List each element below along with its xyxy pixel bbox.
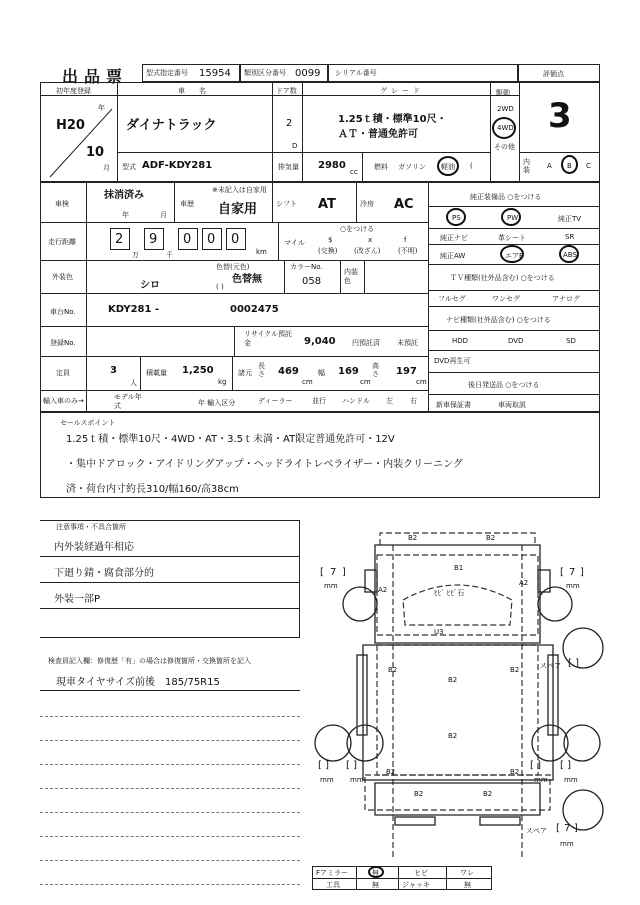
interior-c[interactable]: C bbox=[586, 162, 591, 170]
note-line: 下廻り錆・腐食部分的 bbox=[54, 568, 154, 579]
drive-label: 駆動 bbox=[496, 89, 510, 97]
equip-ps-circle bbox=[446, 208, 466, 226]
model-cert-no: 15954 bbox=[199, 68, 231, 79]
nav-title: ナビ種類(社外品含む) ○をつける bbox=[446, 316, 551, 324]
crack-label: ヒビ bbox=[414, 869, 428, 877]
reg-month-unit: 月 bbox=[103, 164, 110, 172]
grade-line1: 1.25ｔ積・標準10尺・ bbox=[338, 114, 447, 125]
load-label: 積載量 bbox=[146, 369, 167, 377]
meter-sub-swap: (交換) bbox=[318, 247, 338, 255]
dmg-mark: B2 bbox=[483, 790, 493, 798]
tire-depth-fl-bracket-close: ] bbox=[342, 567, 346, 578]
drive-other[interactable]: その他 bbox=[494, 143, 515, 151]
spare-mm: mm bbox=[560, 840, 574, 848]
nav-dvd[interactable]: DVD bbox=[508, 337, 524, 345]
inspection-month-unit: 月 bbox=[160, 211, 167, 219]
tire-mm-rl2: mm bbox=[350, 776, 364, 784]
reg-no-label: 登録No. bbox=[50, 339, 76, 347]
tire-mm-fl: mm bbox=[324, 582, 338, 590]
recycle-paid: 円預託済 bbox=[352, 339, 380, 347]
mileage-label: 走行距離 bbox=[48, 238, 76, 246]
model-cert-label: 型式指定番号 bbox=[146, 69, 188, 77]
color-paren: ( ) bbox=[216, 283, 224, 291]
note-line: 内外装経過年相応 bbox=[54, 542, 134, 553]
tools-value: 無 bbox=[372, 881, 379, 889]
shift-label: シフト bbox=[276, 200, 297, 208]
spare-bracket-open: [ bbox=[556, 823, 560, 834]
color-change-value: 色替無 bbox=[232, 274, 262, 285]
dmg-mark: B2 bbox=[408, 534, 418, 542]
mile-label: マイル bbox=[284, 239, 305, 247]
dmg-mark: A2 bbox=[378, 586, 388, 594]
handle-right[interactable]: 右 bbox=[410, 397, 417, 405]
capacity-unit: 人 bbox=[130, 379, 137, 387]
color-value: シロ bbox=[140, 280, 160, 291]
import-class-label: 年 輸入区分 bbox=[198, 399, 236, 407]
import-parallel[interactable]: 並行 bbox=[312, 397, 326, 405]
after-warranty[interactable]: 新車保証書 bbox=[436, 401, 471, 409]
dmg-mark: A2 bbox=[519, 579, 529, 587]
interior-b[interactable]: B bbox=[567, 162, 572, 170]
inspection-label: 車検 bbox=[55, 200, 69, 208]
color-no-value: 058 bbox=[302, 276, 322, 287]
grade-line2: ＡＴ・普通免許可 bbox=[338, 129, 418, 140]
tv-analog[interactable]: アナログ bbox=[552, 295, 580, 303]
tire-mm-rl1: mm bbox=[320, 776, 334, 784]
doors-value: 2 bbox=[286, 118, 293, 129]
mileage-unit-man: 万 bbox=[132, 251, 139, 259]
drive-4wd[interactable]: 4WD bbox=[497, 124, 514, 132]
length-label: 長さ bbox=[258, 362, 265, 378]
nav-sd[interactable]: SD bbox=[566, 337, 576, 345]
doors-label: ドア数 bbox=[276, 87, 297, 95]
reg-year-unit: 年 bbox=[98, 104, 105, 112]
mileage-digit-box bbox=[144, 228, 164, 250]
sales-line: 済・荷台内寸約長310/幅160/高38cm bbox=[66, 484, 239, 495]
tv-title: ＴＶ種類(社外品含む) ○をつける bbox=[450, 274, 555, 282]
handle-left[interactable]: 左 bbox=[386, 397, 393, 405]
equip-tv[interactable]: 純正TV bbox=[558, 215, 582, 223]
score-label-box bbox=[518, 64, 600, 82]
inspector-label: 検査員記入欄：修復歴「有」の場合は修復箇所・交換箇所を記入 bbox=[48, 657, 251, 665]
dmg-mark: B2 bbox=[510, 666, 520, 674]
tire-size: 現車タイヤサイズ前後 185/75R15 bbox=[56, 677, 220, 688]
tire-depth-fl-bracket: [ bbox=[320, 567, 324, 578]
dmg-mark: B2 bbox=[388, 666, 398, 674]
dmg-mark: B1 bbox=[454, 564, 464, 572]
drive-2wd[interactable]: 2WD bbox=[497, 105, 514, 113]
reg-month: 10 bbox=[86, 145, 105, 160]
height-label: 高さ bbox=[372, 362, 379, 378]
jack-value: 無 bbox=[464, 881, 471, 889]
drive-4wd-circle bbox=[492, 117, 516, 139]
tire-bracket-rr1: [ ] bbox=[530, 760, 541, 771]
equip-abs[interactable]: ABS bbox=[563, 251, 577, 259]
color-orig-label: 色替(元色) bbox=[216, 263, 250, 271]
model-year-label: モデル年式 bbox=[114, 393, 142, 410]
dmg-mark: U3 bbox=[434, 628, 444, 636]
dims-label: 諸元 bbox=[238, 369, 252, 377]
mileage-unit-km: km bbox=[256, 248, 267, 256]
reg-year: H20 bbox=[56, 118, 85, 133]
meter-opt-tamper[interactable]: x bbox=[368, 236, 373, 244]
interior-a[interactable]: A bbox=[547, 162, 552, 170]
car-name: ダイナトラック bbox=[126, 118, 217, 133]
mileage-digit: 9 bbox=[149, 232, 158, 247]
cooler-value: AC bbox=[394, 197, 414, 212]
load-unit: kg bbox=[218, 378, 227, 386]
cc-unit: cc bbox=[350, 168, 358, 176]
width-label: 幅 bbox=[318, 369, 325, 377]
fuel-diesel-circle bbox=[437, 156, 459, 176]
mileage-digit: 0 bbox=[207, 232, 216, 247]
tire-mm-rr2: mm bbox=[564, 776, 578, 784]
import-dealer[interactable]: ディーラー bbox=[258, 397, 293, 405]
inspection-value: 抹消済み bbox=[104, 190, 144, 201]
mileage-digit: 0 bbox=[183, 232, 192, 247]
mileage-digit-box bbox=[178, 228, 198, 250]
equip-pw-circle bbox=[501, 208, 521, 226]
mileage-digit-box bbox=[202, 228, 222, 250]
tire-bracket-rl1: [ ] bbox=[318, 760, 329, 771]
equip-pw[interactable]: PW bbox=[507, 214, 519, 222]
car-name-label: 車名 bbox=[178, 87, 220, 95]
serial-label: シリアル番号 bbox=[335, 69, 377, 77]
score-value: 3 bbox=[548, 96, 572, 136]
note-line: 外装一部P bbox=[54, 594, 101, 605]
import-label: 輸入車のみ→ bbox=[43, 397, 84, 405]
tire-depth-fl: 7 bbox=[330, 567, 337, 578]
tire-bracket-rl2: [ ] bbox=[346, 760, 357, 771]
equip-aw[interactable]: 純正AW bbox=[440, 252, 466, 260]
handle-label: ハンドル bbox=[342, 397, 370, 405]
mileage-unit-sen: 千 bbox=[166, 251, 173, 259]
first-reg-label: 初年度登録 bbox=[56, 87, 91, 95]
history-label: 車歴 bbox=[180, 200, 194, 208]
equip-airbag-circle bbox=[500, 245, 524, 263]
chassis-no-value: 0002475 bbox=[230, 304, 279, 315]
equip-nav[interactable]: 純正ナビ bbox=[440, 234, 468, 242]
dmg-mark: B2 bbox=[448, 732, 458, 740]
equip-abs-circle bbox=[559, 245, 579, 263]
fuel-label: 燃料 bbox=[374, 163, 388, 171]
recycle-label: リサイクル預託金 bbox=[244, 330, 293, 347]
cooler-label: 冷房 bbox=[360, 200, 374, 208]
length-value: 469 bbox=[278, 366, 299, 377]
history-note: ※未記入は自家用 bbox=[212, 186, 267, 194]
nav-hdd[interactable]: HDD bbox=[452, 337, 469, 345]
color-label: 外装色 bbox=[52, 273, 73, 281]
tire-mm-rr1: mm bbox=[534, 776, 548, 784]
equip-title: 純正装備品 ○をつける bbox=[470, 193, 542, 201]
capacity-value: 3 bbox=[110, 365, 117, 376]
chassis-value: KDY281 - bbox=[108, 304, 160, 315]
interior-b-circle bbox=[561, 155, 578, 174]
color-no-label: カラーNo. bbox=[290, 263, 323, 271]
tire-bracket-rr2: [ ] bbox=[560, 760, 571, 771]
grade-label: グレード bbox=[380, 87, 424, 95]
mirror-circle bbox=[368, 866, 384, 878]
meter-sub-tamper: (改ざん) bbox=[354, 247, 381, 255]
width-unit: cm bbox=[360, 378, 371, 386]
sales-line: 1.25ｔ積・標準10尺・4WD・AT・3.5ｔ未満・AT限定普通免許可・12V bbox=[66, 434, 395, 445]
mileage-digit: 0 bbox=[231, 232, 240, 247]
after-title: 後日発送品 ○をつける bbox=[468, 381, 540, 389]
sales-line: ・集中ドアロック・アイドリングアップ・ヘッドライトレベライザー・内装クリーニング bbox=[66, 459, 463, 470]
serial-box bbox=[328, 64, 518, 82]
class-no: 0099 bbox=[295, 68, 321, 79]
mileage-digit-box bbox=[110, 228, 130, 250]
dmg-mark: B2 bbox=[486, 534, 496, 542]
inspection-year-unit: 年 bbox=[122, 211, 129, 219]
spare-bracket-close: ] bbox=[574, 823, 578, 834]
capacity-label: 定員 bbox=[56, 369, 70, 377]
height-value: 197 bbox=[396, 366, 417, 377]
dmg-mark: B2 bbox=[510, 768, 520, 776]
interior-label: 内装 bbox=[523, 158, 530, 174]
meter-sub-unknown: (不明) bbox=[398, 247, 418, 255]
doors-unit: D bbox=[292, 142, 298, 150]
shift-value: AT bbox=[318, 197, 336, 212]
tv-oneseg[interactable]: ワンセグ bbox=[492, 295, 520, 303]
fuel-diesel[interactable]: 軽油 bbox=[441, 163, 455, 171]
spare-bracket-top: [ ] bbox=[568, 658, 579, 669]
tire-mm-fr: mm bbox=[566, 582, 580, 590]
chassis-label: 車台No. bbox=[50, 308, 76, 316]
recycle-unpaid: 未預託 bbox=[397, 339, 418, 347]
score-label: 評価点 bbox=[543, 70, 564, 78]
equip-airbag[interactable]: エアB bbox=[505, 252, 524, 260]
load-value: 1,250 bbox=[182, 365, 214, 376]
displacement-value: 2980 bbox=[318, 160, 346, 171]
mileage-digit: 2 bbox=[115, 232, 124, 247]
sheet-title: 出品票 bbox=[62, 67, 129, 86]
dvd-play[interactable]: DVD再生可 bbox=[434, 357, 471, 365]
meter-note: ○をつける bbox=[340, 225, 375, 233]
reg-slash bbox=[40, 95, 117, 182]
width-value: 169 bbox=[338, 366, 359, 377]
dmg-mark: B2 bbox=[386, 768, 396, 776]
int-color-label: 内装色 bbox=[344, 268, 358, 285]
model-value: ADF-KDY281 bbox=[142, 160, 213, 171]
mirror-label: Fアミラー bbox=[316, 869, 349, 877]
class-box bbox=[240, 64, 328, 82]
spare-depth: 7 bbox=[564, 823, 571, 834]
meter-opt-unknown[interactable]: f bbox=[404, 236, 407, 244]
fuel-gasoline[interactable]: ガソリン bbox=[398, 163, 426, 171]
jack-label: ジャッキ bbox=[402, 881, 430, 889]
sales-label: セールスポイント bbox=[60, 419, 116, 427]
spare-label-top: スペア bbox=[540, 662, 561, 670]
dmg-mark: B2 bbox=[448, 676, 458, 684]
length-unit: cm bbox=[302, 378, 313, 386]
equip-sr[interactable]: SR bbox=[565, 233, 575, 241]
displacement-label: 排気量 bbox=[278, 163, 299, 171]
tire-depth-fr-bracket-close: ] bbox=[580, 567, 584, 578]
chip-label: ワレ bbox=[460, 869, 474, 877]
tire-depth-fr-bracket: [ bbox=[560, 567, 564, 578]
history-value: 自家用 bbox=[218, 202, 258, 217]
recycle-value: 9,040 bbox=[304, 336, 336, 347]
model-label: 型式 bbox=[122, 163, 136, 171]
class-label: 類別区分番号 bbox=[244, 69, 286, 77]
spare-label-bottom: スペア bbox=[526, 827, 547, 835]
dmg-mark: B2 bbox=[414, 790, 424, 798]
after-manual[interactable]: 車両取説 bbox=[498, 401, 526, 409]
tire-depth-fr: 7 bbox=[569, 567, 576, 578]
notes-label: 注意事項・不具合箇所 bbox=[56, 523, 126, 531]
tv-fullseg[interactable]: フルセグ bbox=[438, 295, 466, 303]
tools-label: 工具 bbox=[326, 881, 340, 889]
model-cert-box bbox=[142, 64, 240, 82]
meter-opt-swap[interactable]: $ bbox=[328, 236, 333, 244]
height-unit: cm bbox=[416, 378, 427, 386]
equip-ps[interactable]: PS bbox=[452, 214, 461, 222]
mirror-value: 無 bbox=[372, 869, 379, 877]
dmg-mark: ﾋﾋﾞ ﾋﾋﾞ石 bbox=[434, 589, 465, 597]
fuel-other: ( bbox=[470, 162, 473, 170]
mileage-digit-box bbox=[226, 228, 246, 250]
equip-leather[interactable]: 革シート bbox=[498, 234, 526, 242]
